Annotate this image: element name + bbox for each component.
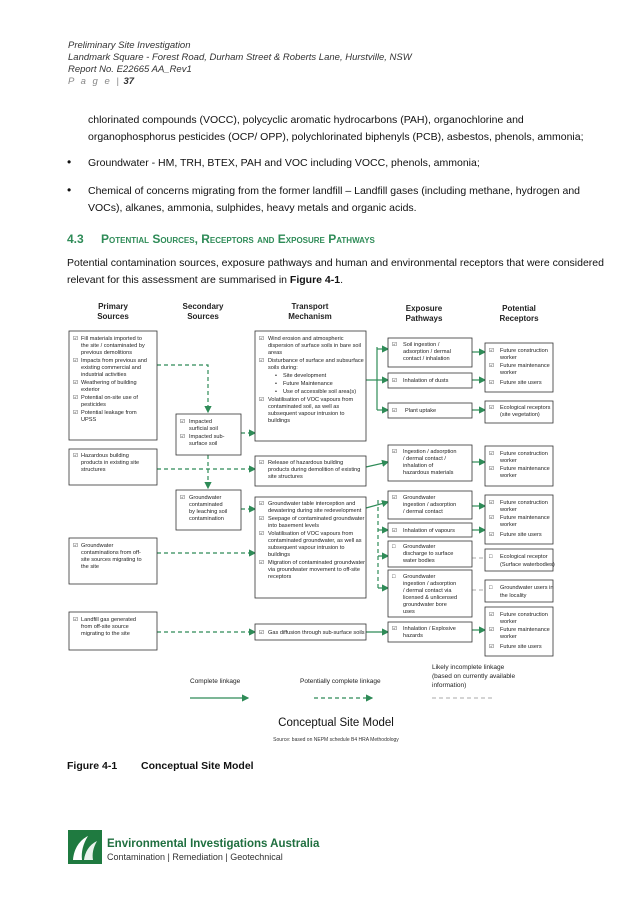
exp-1-l3: contact / inhalation: [403, 356, 450, 362]
secondary-1-l2: surficial soil: [189, 426, 218, 432]
rec-3-l4: worker: [500, 473, 517, 479]
eia-logo-icon: [68, 830, 102, 864]
rec-1-check-1: ☑: [489, 348, 495, 354]
transport-3-check-3: ☑: [259, 531, 265, 537]
rec-7-l1: Future construction: [500, 612, 548, 618]
rec-4-l3: Future maintenance: [500, 515, 550, 521]
exp-8-l3: / dermal contact via: [403, 588, 452, 594]
exp-7-l3: water bodies: [403, 558, 435, 564]
col-primary-l1: Primary: [98, 302, 128, 311]
primary-4-l2: from off-site source: [81, 624, 129, 630]
transport-3-l3: Seepage of contaminated groundwater: [268, 516, 365, 522]
exp-6-check: ☑: [392, 528, 398, 534]
rec-7-l5: Future site users: [500, 644, 542, 650]
transport-1-l8: Use of accessible soil area(s): [283, 389, 357, 395]
rec-3-l1: Future construction: [500, 451, 548, 457]
col-exposure-l1: Exposure: [405, 304, 443, 313]
exp-5-l2: ingestion / adsorption: [403, 502, 457, 508]
bullet-groundwater: Groundwater - HM, TRH, BTEX, PAH and VOC including VOCC, phenols, ammonia;: [88, 157, 480, 169]
header-report-number: Report No. E22665 AA_Rev1: [68, 64, 192, 75]
primary-1-check-5: ☑: [73, 410, 79, 416]
primary-2-check: ☑: [73, 453, 79, 459]
exp-8-l2: ingestion / adsorption: [403, 581, 457, 587]
rec-7-l2: worker: [500, 619, 517, 625]
primary-2-l2: products in existing site: [81, 460, 140, 466]
primary-1-l10: pesticides: [81, 402, 106, 408]
figure-caption: [67, 760, 254, 772]
exp-9-l1: Inhalation / Explosive: [403, 626, 456, 632]
rec-1-l3: Future maintenance: [500, 363, 550, 369]
transport-1-l10: contaminated soil, as well as: [268, 404, 340, 410]
transport-4-check: ☑: [259, 630, 265, 636]
list-continuation-line-1: chlorinated compounds (VOCC), polycyclic aromatic hydrocarbons (PAH), organochlorine and: [88, 114, 524, 126]
bullet-marker-1: •: [67, 155, 72, 169]
diagram-title: Conceptual Site Model: [278, 717, 394, 729]
rec-1-check-3: ☑: [489, 380, 495, 386]
rec-4-check-2: ☑: [489, 515, 495, 521]
exp-2-l1: Inhalation of dusts: [403, 378, 449, 384]
rec-1-l4: worker: [500, 370, 517, 376]
exp-9-check: ☑: [392, 626, 398, 632]
rec-1-check-2: ☑: [489, 363, 495, 369]
primary-3-l2: contaminations from off-: [81, 550, 141, 556]
col-primary-l2: Sources: [97, 312, 129, 321]
exp-6-l1: Inhalation of vapours: [403, 528, 455, 534]
transport-3-check-2: ☑: [259, 516, 265, 522]
list-continuation-line-2: organophosphorus pesticides (OCP/ OPP), polychlorinated biphenyls (PCB), asbestos, phenols, ammonia;: [88, 131, 584, 143]
exp-5-l1: Groundwater: [403, 495, 436, 501]
primary-1-l6: industrial activities: [81, 372, 127, 378]
box-exposure-9: [388, 622, 472, 642]
secondary-1-l3: Impacted sub-: [189, 434, 225, 440]
rec-3-check-2: ☑: [489, 466, 495, 472]
primary-1-l8: exterior: [81, 387, 100, 393]
page-number: 37: [123, 76, 135, 87]
secondary-2-l4: contamination: [189, 516, 224, 522]
rec-3-l3: Future maintenance: [500, 466, 550, 472]
primary-4-check: ☑: [73, 617, 79, 623]
rec-2-check: ☑: [489, 405, 495, 411]
transport-2-l2: products during demolition of existing: [268, 467, 361, 473]
primary-1-l12: UPSS: [81, 417, 97, 423]
legend-potential: Potentially complete linkage: [300, 678, 381, 685]
rec-5-l2: (Surface waterbodies): [500, 562, 555, 568]
transport-1-bullet-1: •: [275, 373, 277, 379]
primary-3-l1: Groundwater: [81, 543, 114, 549]
exp-3-l1: Plant uptake: [405, 408, 437, 414]
header-site-address: Landmark Square - Forest Road, Durham Street & Roberts Lane, Hurstville, NSW: [68, 52, 412, 63]
rec-6-check: □: [489, 585, 493, 591]
transport-1-l4: Disturbance of surface and subsurface: [268, 358, 364, 364]
footer-tagline: Contamination | Remediation | Geotechnical: [107, 852, 283, 862]
intro-line-1: Potential contamination sources, exposure pathways and human and environmental receptors that were considered: [67, 257, 604, 269]
exp-8-l4: licensed & unlicensed: [403, 595, 458, 601]
rec-1-l1: Future construction: [500, 348, 548, 354]
rec-2-l1: Ecological receptors: [500, 405, 551, 411]
transport-3-l8: buildings: [268, 552, 291, 558]
secondary-2-l2: contaminated: [189, 502, 223, 508]
figure-reference: Figure 4-1: [289, 274, 341, 286]
primary-3-l3: site sources migrating to: [81, 557, 142, 563]
rec-7-check-2: ☑: [489, 627, 495, 633]
section-title: Potential Sources, Receptors and Exposure Pathways: [101, 232, 375, 246]
exp-7-l1: Groundwater: [403, 544, 436, 550]
primary-1-l7: Weathering of building: [81, 380, 137, 386]
transport-3-l1: Groundwater table interception and: [268, 501, 356, 507]
transport-1-l11: subsequent vapour intrusion to: [268, 411, 345, 417]
transport-3-l6: contaminated groundwater, as well as: [268, 538, 362, 544]
exp-1-check: ☑: [392, 342, 398, 348]
transport-2-check: ☑: [259, 460, 265, 466]
rec-3-l2: worker: [500, 458, 517, 464]
rec-1-l2: worker: [500, 355, 517, 361]
rec-5-check: □: [489, 554, 493, 560]
secondary-1-l1: Impacted: [189, 419, 213, 425]
transport-3-l9: Migration of contaminated groundwater: [268, 560, 366, 566]
col-receptors-l1: Potential: [502, 304, 536, 313]
rec-7-check-3: ☑: [489, 644, 495, 650]
transport-1-bullet-2: •: [275, 381, 277, 387]
rec-1-l5: Future site users: [500, 380, 542, 386]
transport-3-check-4: ☑: [259, 560, 265, 566]
exp-4-l1: Ingestion / adsorption: [403, 449, 457, 455]
primary-2-l3: structures: [81, 467, 106, 473]
transport-3-l4: into basement levels: [268, 523, 319, 529]
col-transport-l2: Mechanism: [288, 312, 332, 321]
primary-2-l1: Hazardous building: [81, 453, 129, 459]
col-secondary-l1: Secondary: [182, 302, 224, 311]
transport-1-bullet-3: •: [275, 389, 277, 395]
bullet-marker-2: •: [67, 183, 72, 197]
secondary-1-check-1: ☑: [180, 419, 186, 425]
transport-3-l11: receptors: [268, 574, 292, 580]
figure-title: Conceptual Site Model: [141, 760, 254, 772]
rec-4-check-3: ☑: [489, 532, 495, 538]
intro-line-2-text: relevant for this assessment are summarised in: [67, 274, 290, 286]
transport-3-l10: via groundwater movement to off-site: [268, 567, 360, 573]
transport-2-l3: site structures: [268, 474, 303, 480]
diagram-source: Source: based on NEPM schedule B4 HRA Methodology: [273, 737, 399, 743]
secondary-1-l4: surface soil: [189, 441, 218, 447]
primary-1-l1: Fill materials imported to: [81, 336, 142, 342]
rec-4-l1: Future construction: [500, 500, 548, 506]
legend-unlikely-l2: (based on currently available: [432, 673, 516, 680]
primary-1-l4: Impacts from previous and: [81, 358, 147, 364]
legend-complete: Complete linkage: [190, 678, 241, 685]
primary-1-check-2: ☑: [73, 358, 79, 364]
intro-line-2-end: .: [340, 274, 344, 286]
secondary-2-l1: Groundwater: [189, 495, 222, 501]
transport-1-l6: Site development: [283, 373, 327, 379]
transport-1-l7: Future Maintenance: [283, 381, 333, 387]
transport-1-check-3: ☑: [259, 397, 265, 403]
header-report-title: Preliminary Site Investigation: [68, 40, 191, 51]
primary-4-l3: migrating to the site: [81, 631, 130, 637]
section-number: 4.3: [67, 232, 84, 246]
exp-4-l4: hazardous materials: [403, 470, 454, 476]
primary-1-check-4: ☑: [73, 395, 79, 401]
transport-1-l9: Volatilisation of VOC vapours from: [268, 397, 354, 403]
primary-1-check-1: ☑: [73, 336, 79, 342]
transport-1-l12: buildings: [268, 418, 291, 424]
secondary-2-check: ☑: [180, 495, 186, 501]
col-receptors-l2: Receptors: [499, 314, 539, 323]
transport-2-l1: Release of hazardous building: [268, 460, 344, 466]
rec-7-check-1: ☑: [489, 612, 495, 618]
legend-unlikely-l1: Likely incomplete linkage: [432, 664, 505, 671]
rec-2-l2: (site vegetation): [500, 412, 540, 418]
transport-1-l3: areas: [268, 350, 282, 356]
transport-3-check-1: ☑: [259, 501, 265, 507]
transport-3-l5: Volatilisation of VOC vapours from: [268, 531, 354, 537]
rec-7-l4: worker: [500, 634, 517, 640]
transport-1-l5: soils during:: [268, 365, 298, 371]
transport-1-check-2: ☑: [259, 358, 265, 364]
rec-5-l1: Ecological receptor: [500, 554, 548, 560]
rec-7-l3: Future maintenance: [500, 627, 550, 633]
exp-8-check: □: [392, 574, 396, 580]
footer-company-name: Environmental Investigations Australia: [107, 838, 320, 850]
exp-4-l2: / dermal contact /: [403, 456, 446, 462]
exp-8-l6: uses: [403, 609, 415, 615]
primary-3-l4: the site: [81, 564, 100, 570]
transport-3-l2: dewatering during site redevelopment: [268, 508, 362, 514]
exp-5-l3: / dermal contact: [403, 509, 443, 515]
primary-1-l9: Potential on-site use of: [81, 395, 138, 401]
bullet-landfill-line-1: Chemical of concerns migrating from the former landfill – Landfill gases (including methane, hydrogen and: [88, 185, 581, 197]
transport-3-l7: subsequent vapour intrusion to: [268, 545, 345, 551]
rec-4-check-1: ☑: [489, 500, 495, 506]
primary-3-check: ☑: [73, 543, 79, 549]
rec-4-l2: worker: [500, 507, 517, 513]
transport-4-l1: Gas diffusion through sub-surface soils: [268, 630, 365, 636]
exp-4-l3: inhalation of: [403, 463, 434, 469]
transport-1-l2: dispersion of surface soils in bare soil: [268, 343, 361, 349]
primary-1-l3: previous demolitions: [81, 350, 132, 356]
exp-4-check: ☑: [392, 449, 398, 455]
exp-8-l1: Groundwater: [403, 574, 436, 580]
rec-3-check-1: ☑: [489, 451, 495, 457]
figure-label: Figure 4-1: [67, 760, 118, 772]
exp-9-l2: hazards: [403, 633, 423, 639]
exp-7-check: □: [392, 544, 396, 550]
exp-3-check: ☑: [392, 408, 398, 414]
exp-2-check: ☑: [392, 378, 398, 384]
transport-1-check-1: ☑: [259, 336, 265, 342]
exp-5-check: ☑: [392, 495, 398, 501]
bullet-landfill-line-2: VOCs), alkanes, ammonia, sulphides, heavy metals and organic acids.: [88, 202, 417, 214]
primary-1-l5: existing commercial and: [81, 365, 142, 371]
primary-4-l1: Landfill gas generated: [81, 617, 137, 623]
col-exposure-l2: Pathways: [405, 314, 443, 323]
rec-4-l5: Future site users: [500, 532, 542, 538]
rec-6-l2: the locality: [500, 593, 527, 599]
exp-7-l2: discharge to surface: [403, 551, 454, 557]
secondary-2-l3: by leaching soil: [189, 509, 228, 515]
legend-unlikely-l3: information): [432, 682, 467, 689]
exp-1-l1: Soil ingestion /: [403, 342, 440, 348]
page-label: P a g e |: [68, 76, 121, 87]
footer-company: [107, 838, 319, 862]
col-transport-l1: Transport: [291, 302, 329, 311]
primary-1-l2: the site / contaminated by: [81, 343, 145, 349]
rec-6-l1: Groundwater users in: [500, 585, 554, 591]
exp-8-l5: groundwater bore: [403, 602, 447, 608]
rec-4-l4: worker: [500, 522, 517, 528]
primary-1-check-3: ☑: [73, 380, 79, 386]
primary-1-l11: Potential leakage from: [81, 410, 137, 416]
secondary-1-check-2: ☑: [180, 434, 186, 440]
transport-1-l1: Wind erosion and atmospheric: [268, 336, 344, 342]
exp-1-l2: adsorption / dermal: [403, 349, 451, 355]
col-secondary-l2: Sources: [187, 312, 219, 321]
